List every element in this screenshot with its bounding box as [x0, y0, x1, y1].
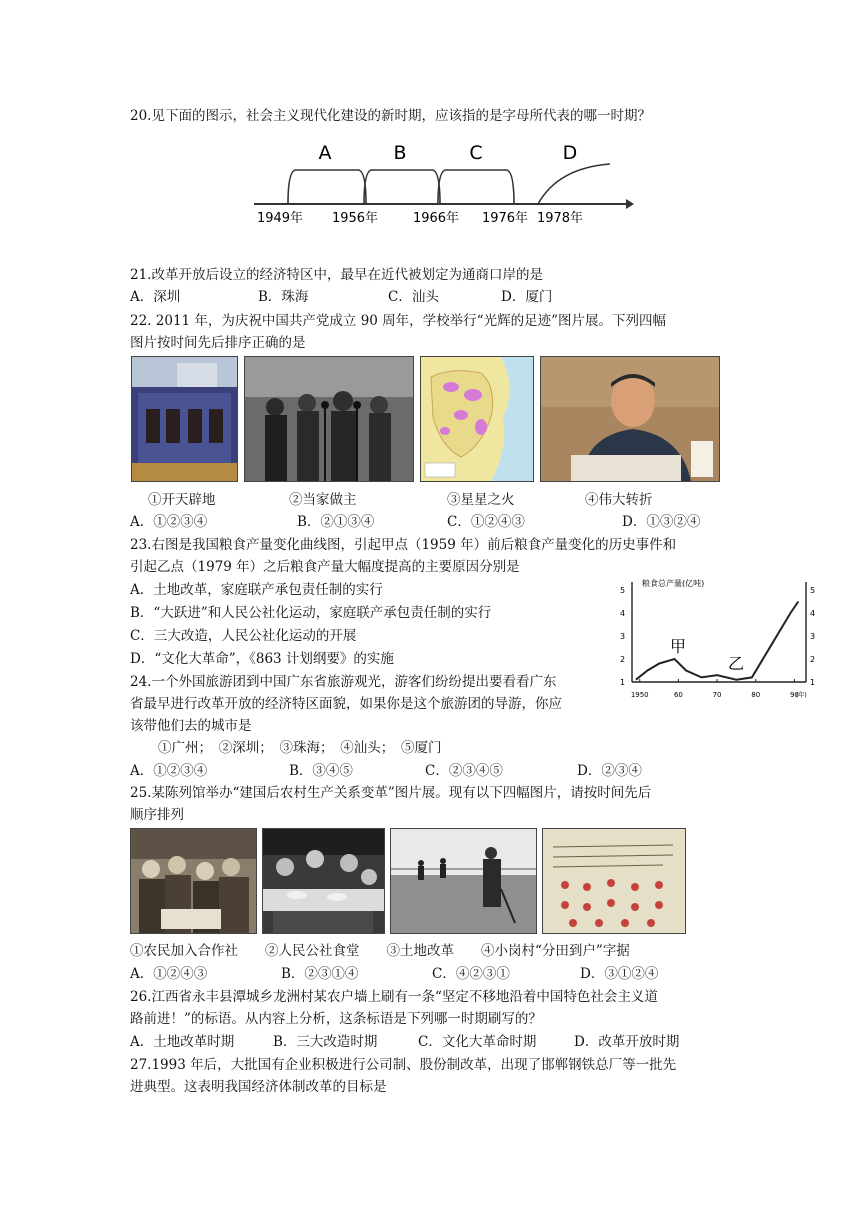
chart-annotation-yi: 乙 [728, 654, 745, 673]
q25-option-c[interactable]: C．④②③① [432, 966, 510, 982]
q21-text: 21.改革开放后设立的经济特区中，最早在近代被划定为通商口岸的是 [130, 267, 543, 283]
q22-option-d[interactable]: D．①③②④ [622, 514, 701, 530]
q25-captions: ①农民加入合作社 ②人民公社食堂 ③土地改革 ④小岗村“分田到户”字据 [130, 943, 630, 959]
chart-ytick-label: 4 [620, 609, 626, 618]
timeline-year-1978: 1978年 [536, 211, 584, 226]
q23-line1: 23.右图是我国粮食产量变化曲线图，引起甲点（1959 年）前后粮食产量变化的历史事件和 [130, 537, 677, 553]
q21-option-a[interactable]: A．深圳 [130, 289, 181, 305]
chart-xtick-label: 1950 [630, 691, 649, 699]
q22-caption-1: ①开天辟地 [148, 492, 216, 508]
q23-option-d[interactable]: D．“文化大革命”，《863 计划纲要》的实施 [130, 651, 394, 667]
q24-option-c[interactable]: C．②③④⑤ [425, 763, 503, 779]
chart-ytick-label: 5 [620, 586, 626, 595]
timeline-year-1966: 1966年 [412, 211, 460, 226]
grain-production-chart [610, 574, 820, 706]
q21-option-d[interactable]: D．厦门 [501, 289, 553, 305]
timeline-diagram [240, 138, 640, 228]
chart-xtick-label: 90 [789, 691, 799, 699]
photo-building [131, 356, 238, 482]
q24-option-d[interactable]: D．②③④ [577, 763, 642, 779]
q27-line1: 27.1993 年后，大批国有企业积极进行公司制、股份制改革，出现了邯郸钢铁总厂等一批先 [130, 1057, 677, 1073]
q24-line3: 该带他们去的城市是 [130, 718, 252, 734]
q22-line1: 22. 2011 年，为庆祝中国共产党成立 90 周年，学校举行“光辉的足迹”图片展。下列四幅 [130, 313, 666, 329]
q24-option-a[interactable]: A．①②③④ [130, 763, 208, 779]
q22-caption-4: ④伟大转折 [585, 492, 653, 508]
timeline-letter-d: D [562, 142, 578, 164]
chart-xtick-label: 70 [712, 691, 722, 699]
chart-ytick-label: 5 [810, 586, 816, 595]
q22-option-b[interactable]: B．②①③④ [297, 514, 375, 530]
q26-option-d[interactable]: D．改革开放时期 [574, 1034, 680, 1050]
q24-line1: 24.一个外国旅游团到中国广东省旅游观光，游客们纷纷提出要看看广东 [130, 674, 557, 690]
q22-caption-2: ②当家做主 [289, 492, 357, 508]
timeline-year-1956: 1956年 [331, 211, 379, 226]
timeline-letter-c: C [469, 142, 483, 164]
q23-line2: 引起乙点（1979 年）之后粮食产量大幅度提高的主要原因分别是 [130, 559, 520, 575]
q24-line2: 省最早进行改革开放的经济特区面貌，如果你是这个旅游团的导游，你应 [130, 696, 562, 712]
q22-option-a[interactable]: A．①②③④ [130, 514, 208, 530]
photo-map [420, 356, 534, 482]
chart-ytick-label: 1 [620, 678, 626, 687]
chart-ytick-label: 3 [620, 632, 626, 641]
photo-portrait [540, 356, 720, 482]
photo-canteen [262, 828, 385, 934]
q23-option-c[interactable]: C．三大改造，人民公社化运动的开展 [130, 628, 357, 644]
q26-line1: 26.江西省永丰县潭城乡龙洲村某农户墙上刷有一条“坚定不移地沿着中国特色社会主义道 [130, 989, 658, 1005]
q25-line1: 25.某陈列馆举办“建国后农村生产关系变革”图片展。现有以下四幅图片，请按时间先后 [130, 785, 652, 801]
grain-series-line [636, 602, 798, 680]
q25-option-b[interactable]: B．②③①④ [281, 966, 359, 982]
photo-ceremony [244, 356, 414, 482]
chart-annotation-jia: 甲 [670, 637, 687, 656]
chart-xunit: (年) [796, 692, 807, 699]
q23-option-a[interactable]: A．土地改革，家庭联产承包责任制的实行 [130, 582, 383, 598]
q25-option-a[interactable]: A．①②④③ [130, 966, 208, 982]
q21-option-b[interactable]: B．珠海 [258, 289, 309, 305]
timeline-letter-b: B [393, 142, 407, 164]
q22-option-c[interactable]: C．①②④③ [447, 514, 525, 530]
q24-items: ①广州； ②深圳； ③珠海； ④汕头； ⑤厦门 [158, 740, 442, 756]
chart-ytick-label: 4 [810, 609, 816, 618]
q26-option-c[interactable]: C．文化大革命时期 [418, 1034, 537, 1050]
chart-ytick-label: 1 [810, 678, 816, 687]
timeline-year-1976: 1976年 [481, 211, 529, 226]
chart-ytick-label: 2 [620, 655, 626, 664]
q25-option-d[interactable]: D．③①②④ [580, 966, 659, 982]
q22-line2: 图片按时间先后排序正确的是 [130, 335, 306, 351]
q26-option-a[interactable]: A．土地改革时期 [130, 1034, 235, 1050]
chart-xtick-label: 60 [673, 691, 683, 699]
q22-caption-3: ③星星之火 [447, 492, 515, 508]
q26-option-b[interactable]: B．三大改造时期 [273, 1034, 378, 1050]
chart-xtick-label: 80 [751, 691, 761, 699]
photo-land-reform [390, 828, 537, 934]
chart-title: 粮食总产量(亿吨) [642, 579, 705, 588]
timeline-letter-a: A [318, 142, 332, 164]
timeline-year-1949: 1949年 [256, 211, 304, 226]
q26-line2: 路前进！”的标语。从内容上分析，这条标语是下列哪一时期刷写的？ [130, 1011, 542, 1027]
q25-line2: 顺序排列 [130, 807, 184, 823]
chart-ytick-label: 3 [810, 632, 816, 641]
q20-text: 20.见下面的图示，社会主义现代化建设的新时期，应该指的是字母所代表的哪一时期？ [130, 108, 651, 124]
q21-option-c[interactable]: C．汕头 [388, 289, 439, 305]
photo-cooperative [130, 828, 257, 934]
q23-option-b[interactable]: B．“大跃进”和人民公社化运动，家庭联产承包责任制的实行 [130, 605, 492, 621]
chart-ytick-label: 2 [810, 655, 816, 664]
photo-contract [542, 828, 686, 934]
q24-option-b[interactable]: B．③④⑤ [289, 763, 353, 779]
q27-line2: 进典型。这表明我国经济体制改革的目标是 [130, 1079, 387, 1095]
